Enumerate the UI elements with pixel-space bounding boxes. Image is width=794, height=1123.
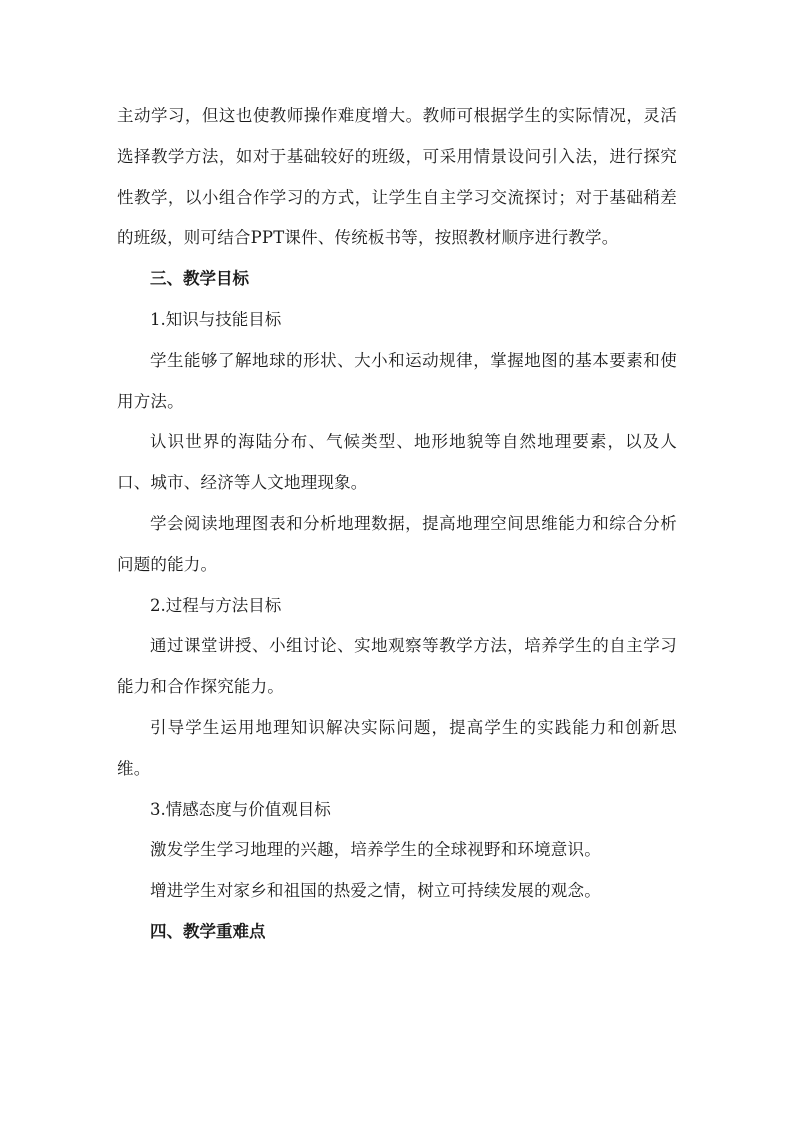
paragraph-earth-maps: 学生能够了解地球的形状、大小和运动规律，掌握地图的基本要素和使用方法。: [117, 350, 677, 411]
subheading-knowledge-skills: 1.知识与技能目标: [150, 309, 282, 329]
paragraph-teaching-methods: 主动学习，但这也使教师操作难度增大。教师可根据学生的实际情况，灵活选择教学方法，如对于基础较好的班级，可采用情景设问引入法，进行探究性教学，以小组合作学习的方式，让学生自主学习交流探讨；对于基础稍差的班级，则可结合PPT课件、传统板书等，按照教材顺序进行教学。: [117, 106, 677, 248]
paragraph-geography-elements: 认识世界的海陆分布、气候类型、地形地貌等自然地理要素，以及人口、城市、经济等人文地理现象。: [117, 432, 677, 493]
document-body: [117, 96, 677, 953]
section-heading-teaching-objectives: 三、教学目标: [150, 269, 249, 289]
section-heading-key-difficulties: 四、教学重难点: [150, 921, 266, 941]
paragraph-practical-skills: 引导学生运用地理知识解决实际问题，提高学生的实践能力和创新思维。: [117, 717, 677, 778]
subheading-process-methods: 2.过程与方法目标: [150, 595, 282, 615]
paragraph-interest-vision: 激发学生学习地理的兴趣，培养学生的全球视野和环境意识。: [150, 840, 601, 860]
paragraph-charts-data: 学会阅读地理图表和分析地理数据，提高地理空间思维能力和综合分析问题的能力。: [117, 513, 677, 574]
paragraph-classroom-methods: 通过课堂讲授、小组讨论、实地观察等教学方法，培养学生的自主学习能力和合作探究能力。: [117, 636, 677, 697]
subheading-attitudes-values: 3.情感态度与价值观目标: [150, 799, 331, 819]
paragraph-patriotism-sustainability: 增进学生对家乡和祖国的热爱之情，树立可持续发展的观念。: [150, 881, 601, 901]
